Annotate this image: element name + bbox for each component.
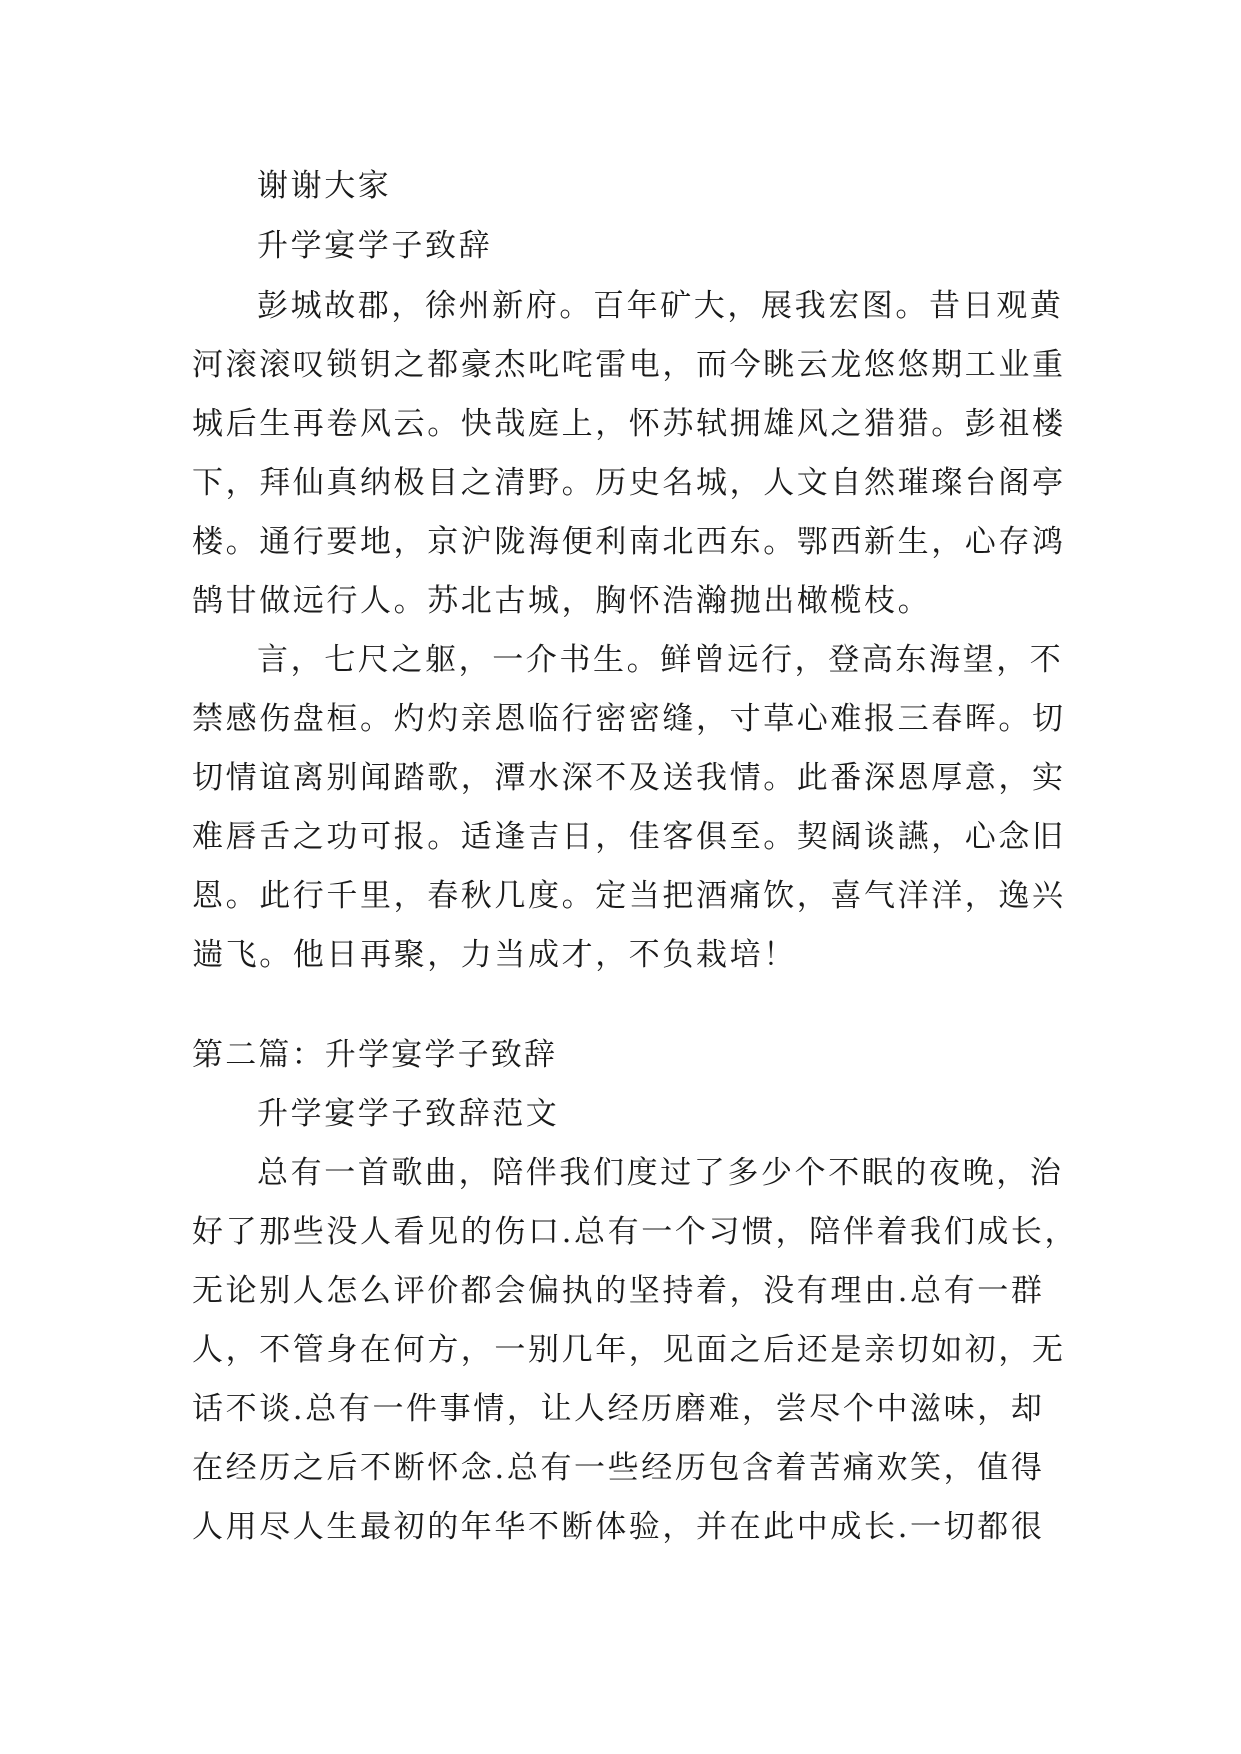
paragraph-line: 下，拜仙真纳极目之清野。历史名城，人文自然璀璨台阁亭 — [192, 465, 1066, 501]
thanks-line: 谢谢大家 — [257, 168, 392, 204]
section-subtitle: 升学宴学子致辞范文 — [257, 1096, 560, 1132]
paragraph-line: 总有一首歌曲，陪伴我们度过了多少个不眠的夜晚，治 — [257, 1155, 1064, 1191]
speech-title: 升学宴学子致辞 — [257, 228, 493, 264]
paragraph-line: 河滚滚叹锁钥之都豪杰叱咤雷电，而今眺云龙悠悠期工业重 — [192, 347, 1066, 383]
paragraph-line: 恩。此行千里，春秋几度。定当把酒痛饮，喜气洋洋，逸兴 — [192, 878, 1066, 914]
paragraph-line: 鹄甘做远行人。苏北古城，胸怀浩瀚抛出橄榄枝。 — [192, 583, 932, 619]
paragraph-line: 在经历之后不断怀念.总有一些经历包含着苦痛欢笑，值得 — [192, 1450, 1045, 1486]
paragraph-line: 人用尽人生最初的年华不断体验，并在此中成长.一切都很 — [192, 1509, 1045, 1545]
paragraph-line: 楼。通行要地，京沪陇海便利南北西东。鄂西新生，心存鸿 — [192, 524, 1066, 560]
paragraph-line: 切情谊离别闻踏歌，潭水深不及送我情。此番深恩厚意，实 — [192, 760, 1066, 796]
paragraph-line: 言，七尺之躯，一介书生。鲜曾远行，登高东海望，不 — [257, 642, 1064, 678]
section-heading: 第二篇：升学宴学子致辞 — [192, 1037, 558, 1073]
paragraph-line: 话不谈.总有一件事情，让人经历磨难，尝尽个中滋味，却 — [192, 1391, 1045, 1427]
paragraph-line: 禁感伤盘桓。灼灼亲恩临行密密缝，寸草心难报三春晖。切 — [192, 701, 1066, 737]
paragraph-line: 人，不管身在何方，一别几年，见面之后还是亲切如初，无 — [192, 1332, 1066, 1368]
paragraph-line: 无论别人怎么评价都会偏执的坚持着，没有理由.总有一群 — [192, 1273, 1045, 1309]
paragraph-line: 难唇舌之功可报。适逢吉日，佳客俱至。契阔谈讌，心念旧 — [192, 819, 1066, 855]
paragraph-line: 城后生再卷风云。快哉庭上，怀苏轼拥雄风之猎猎。彭祖楼 — [192, 406, 1066, 442]
paragraph-line: 遄飞。他日再聚，力当成才，不负栽培！ — [192, 937, 797, 973]
paragraph-line: 彭城故郡，徐州新府。百年矿大，展我宏图。昔日观黄 — [257, 288, 1064, 324]
paragraph-line: 好了那些没人看见的伤口.总有一个习惯，陪伴着我们成长， — [192, 1214, 1079, 1250]
